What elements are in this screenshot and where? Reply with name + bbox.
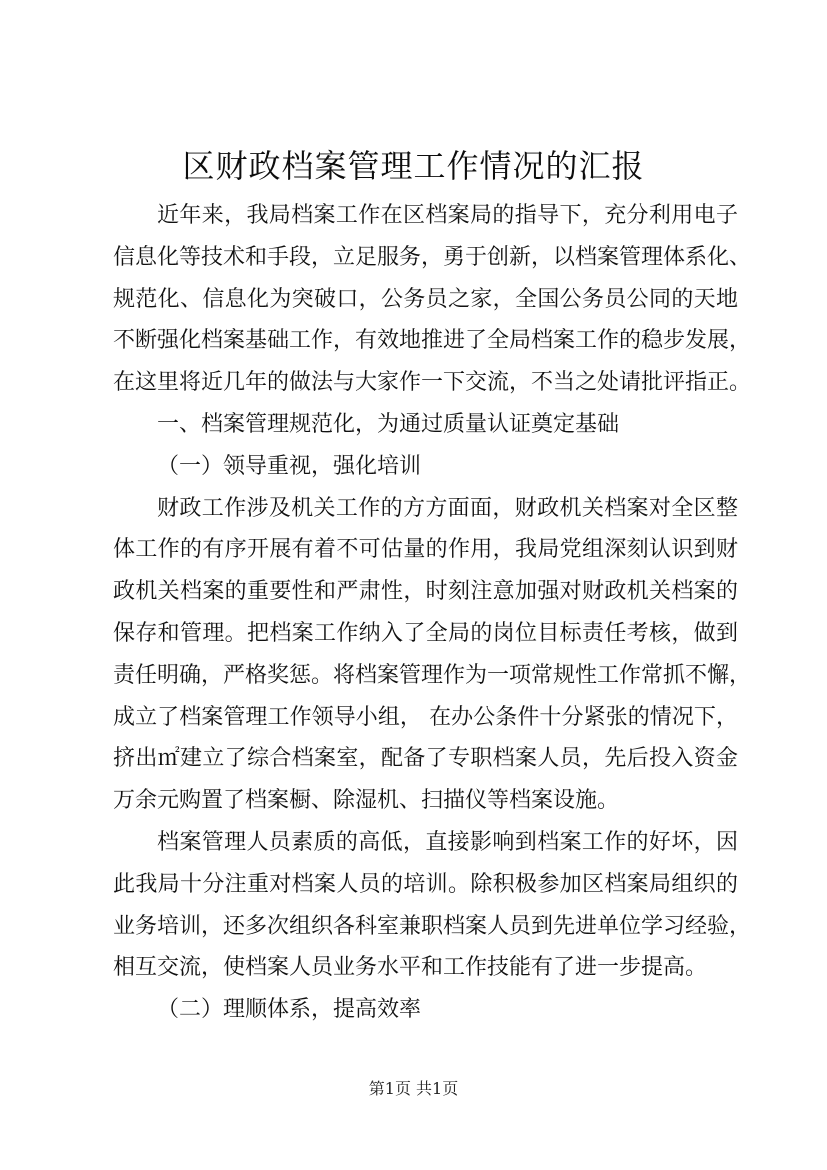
subsection-heading: （一）领导重视，强化培训 bbox=[157, 453, 422, 479]
paragraph-line: 责任明确，严格奖惩。将档案管理作为一项常规性工作常抓不懈， bbox=[113, 662, 752, 688]
document-body bbox=[113, 195, 752, 1031]
paragraph-line: 体工作的有序开展有着不可估量的作用，我局党组深刻认识到财 bbox=[113, 537, 738, 563]
subsection-heading: （二）理顺体系，提高效率 bbox=[157, 997, 422, 1023]
section-heading: 一、档案管理规范化，为通过质量认证奠定基础 bbox=[157, 411, 620, 437]
paragraph-line: 在这里将近几年的做法与大家作一下交流，不当之处请批评指正。 bbox=[113, 370, 752, 396]
paragraph-line: 此我局十分注重对档案人员的培训。除积极参加区档案局组织的 bbox=[113, 871, 738, 897]
paragraph-line: 业务培训，还多次组织各科室兼职档案人员到先进单位学习经验， bbox=[113, 913, 752, 939]
paragraph-line: 保存和管理。把档案工作纳入了全局的岗位目标责任考核，做到 bbox=[113, 620, 738, 646]
paragraph-line: 财政工作涉及机关工作的方方面面，财政机关档案对全区整 bbox=[157, 495, 738, 521]
paragraph-line: 政机关档案的重要性和严肃性，时刻注意加强对财政机关档案的 bbox=[113, 579, 738, 605]
paragraph-line: 成立了档案管理工作领导小组， 在办公条件十分紧张的情况下， bbox=[113, 704, 738, 730]
paragraph-line: 万余元购置了档案橱、除湿机、扫描仪等档案设施。 bbox=[113, 788, 620, 814]
paragraph-line: 挤出㎡建立了综合档案室，配备了专职档案人员，先后投入资金 bbox=[113, 746, 738, 772]
paragraph-line: 档案管理人员素质的高低，直接影响到档案工作的好坏，因 bbox=[157, 829, 738, 855]
paragraph-line: 规范化、信息化为突破口，公务员之家，全国公务员公同的天地 bbox=[113, 286, 738, 312]
paragraph-line: 相互交流，使档案人员业务水平和工作技能有了进一步提高。 bbox=[113, 955, 708, 981]
paragraph-line: 信息化等技术和手段，立足服务，勇于创新，以档案管理体系化、 bbox=[113, 244, 752, 270]
paragraph-line: 不断强化档案基础工作，有效地推进了全局档案工作的稳步发展， bbox=[113, 328, 752, 354]
paragraph-line: 近年来，我局档案工作在区档案局的指导下，充分利用电子 bbox=[157, 203, 738, 228]
document-title: 区财政档案管理工作情况的汇报 bbox=[182, 147, 645, 185]
page-footer: 第1页 共1页 bbox=[368, 1079, 459, 1098]
